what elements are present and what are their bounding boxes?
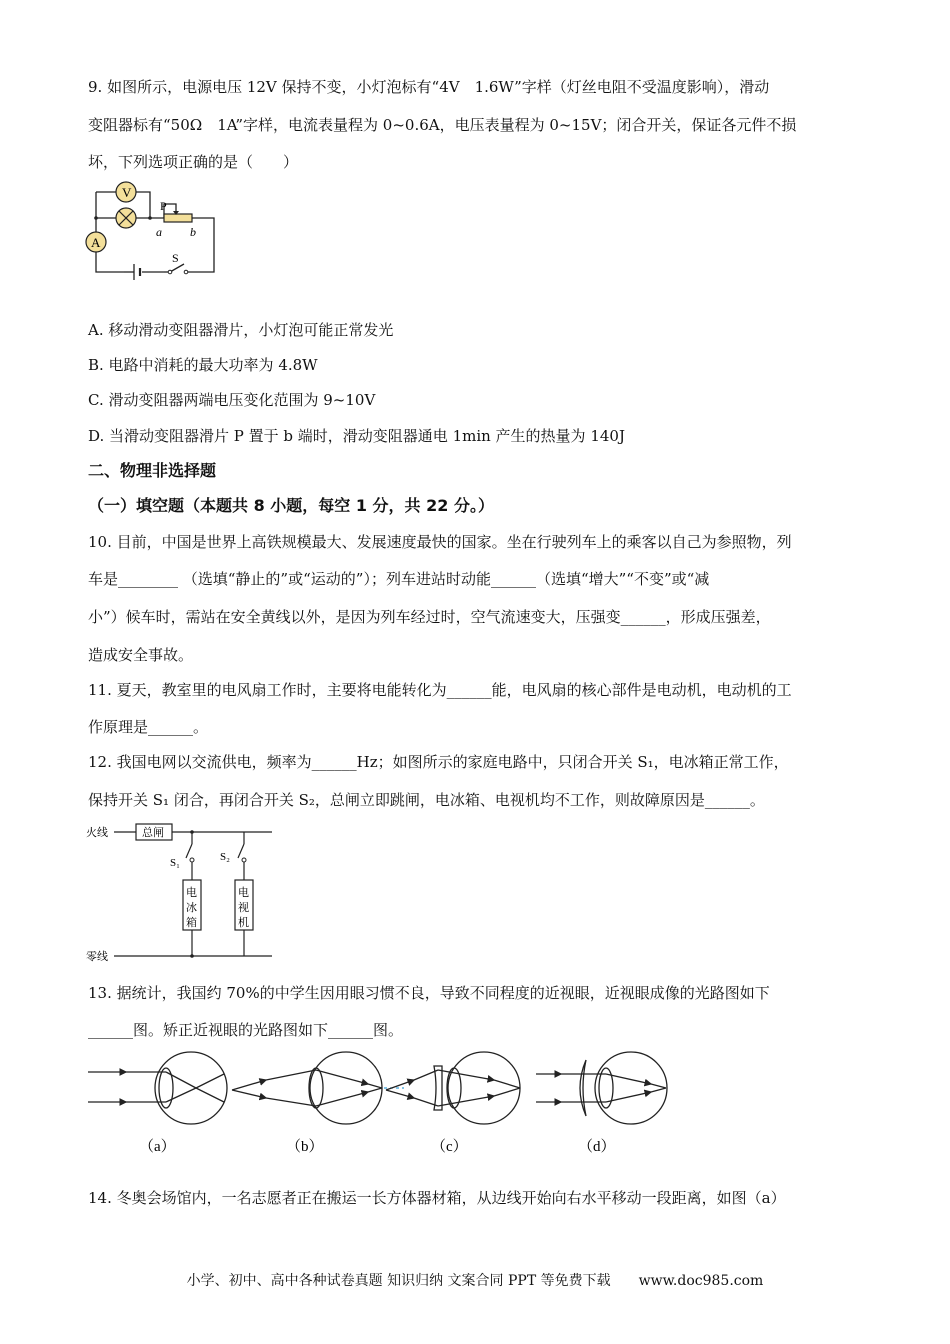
q10-line-4: 造成安全事故。 <box>88 646 194 664</box>
q12-household-circuit <box>86 818 276 966</box>
q9-line-1: 9. 如图所示，电源电压 12V 保持不变，小灯泡标有“4V 1.6W”字样（灯丝电阻不受温度影响），滑动 <box>88 78 770 96</box>
q11-line-2: 作原理是______。 <box>88 718 209 736</box>
live-wire-label: 火线 <box>86 826 108 839</box>
q10-line-3: 小”）候车时，需站在安全黄线以外，是因为列车经过时，空气流速变大，压强变______，形成压强差， <box>88 608 771 626</box>
tv-label-3: 机 <box>238 916 249 929</box>
page-footer: 小学、初中、高中各种试卷真题 知识归纳 文案合同 PPT 等免费下载 www.doc985.com <box>186 1273 764 1289</box>
rheostat-icon <box>164 214 192 222</box>
q10-line-2: 车是________ （选填“静止的”或“运动的”）；列车进站时动能______（选填“增大”“不变”或“减 <box>88 570 710 588</box>
voltmeter-label: V <box>122 185 132 200</box>
q9-option-a: A. 移动滑动变阻器滑片，小灯泡可能正常发光 <box>88 321 394 339</box>
q12-line-2: 保持开关 S₁ 闭合，再闭合开关 S₂，总闸立即跳闸，电冰箱、电视机均不工作，则故障原因是______。 <box>88 791 765 809</box>
caption-c: （c） <box>431 1139 468 1155</box>
neutral-wire-label: 零线 <box>86 950 108 963</box>
switch-contact-icon <box>168 270 172 274</box>
fridge-label-3: 箱 <box>186 916 197 929</box>
caption-a: （a） <box>139 1139 176 1155</box>
main-switch-label: 总闸 <box>142 826 164 839</box>
q13-line-1: 13. 据统计，我国约 70%的中学生因用眼习惯不良，导致不同程度的近视眼，近视眼成像的光路图如下 <box>88 984 770 1002</box>
q9-line-2: 变阻器标有“50Ω 1A”字样，电流表量程为 0~0.6A，电压表量程为 0~15V；闭合开关，保证各元件不损 <box>88 116 797 134</box>
caption-d: （d） <box>578 1139 616 1155</box>
section-subtitle: （一）填空题（本题共 8 小题，每空 1 分，共 22 分。） <box>88 496 494 515</box>
q9-option-d: D. 当滑动变阻器滑片 P 置于 b 端时，滑动变阻器通电 1min 产生的热量为 140J <box>88 427 625 445</box>
q10-line-1: 10. 目前，中国是世界上高铁规模最大、发展速度最快的国家。坐在行驶列车上的乘客以自己为参照物，列 <box>88 533 792 551</box>
eye-diagram-a <box>88 1052 227 1124</box>
q14-line-1: 14. 冬奥会场馆内，一名志愿者正在搬运一长方体器材箱，从边线开始向右水平移动一段距离，如图（a） <box>88 1189 786 1207</box>
section-title: 二、物理非选择题 <box>88 461 217 480</box>
end-b-label: b <box>190 225 196 239</box>
s2-label: S₂ <box>220 851 230 863</box>
fridge-label-1: 电 <box>186 886 197 899</box>
eye-diagram-b <box>232 1052 382 1124</box>
end-a-label: a <box>156 225 162 239</box>
q11-line-1: 11. 夏天，教室里的电风扇工作时，主要将电能转化为______能，电风扇的核心部件是电动机，电动机的工 <box>88 681 792 699</box>
eye-diagram-d <box>536 1052 667 1124</box>
q9-option-b: B. 电路中消耗的最大功率为 4.8W <box>88 356 318 374</box>
q13-line-2: ______图。矫正近视眼的光路图如下______图。 <box>88 1021 404 1039</box>
ammeter-label: A <box>91 235 101 250</box>
q9-circuit-diagram <box>84 180 224 280</box>
eye-diagram-c <box>386 1052 520 1124</box>
fridge-label-2: 冰 <box>186 901 197 914</box>
s1-label: S₁ <box>170 857 180 869</box>
caption-b: （b） <box>286 1139 324 1155</box>
q12-line-1: 12. 我国电网以交流供电，频率为______Hz；如图所示的家庭电路中，只闭合开关 S₁，电冰箱正常工作， <box>88 753 789 771</box>
tv-label-1: 电 <box>238 886 249 899</box>
slider-label: P <box>160 199 167 213</box>
q9-line-3: 坏，下列选项正确的是（ ） <box>88 153 299 171</box>
q9-option-c: C. 滑动变阻器两端电压变化范围为 9~10V <box>88 391 376 409</box>
q13-eye-diagrams <box>86 1046 866 1161</box>
tv-label-2: 视 <box>238 901 249 914</box>
switch-label: S <box>172 251 179 265</box>
